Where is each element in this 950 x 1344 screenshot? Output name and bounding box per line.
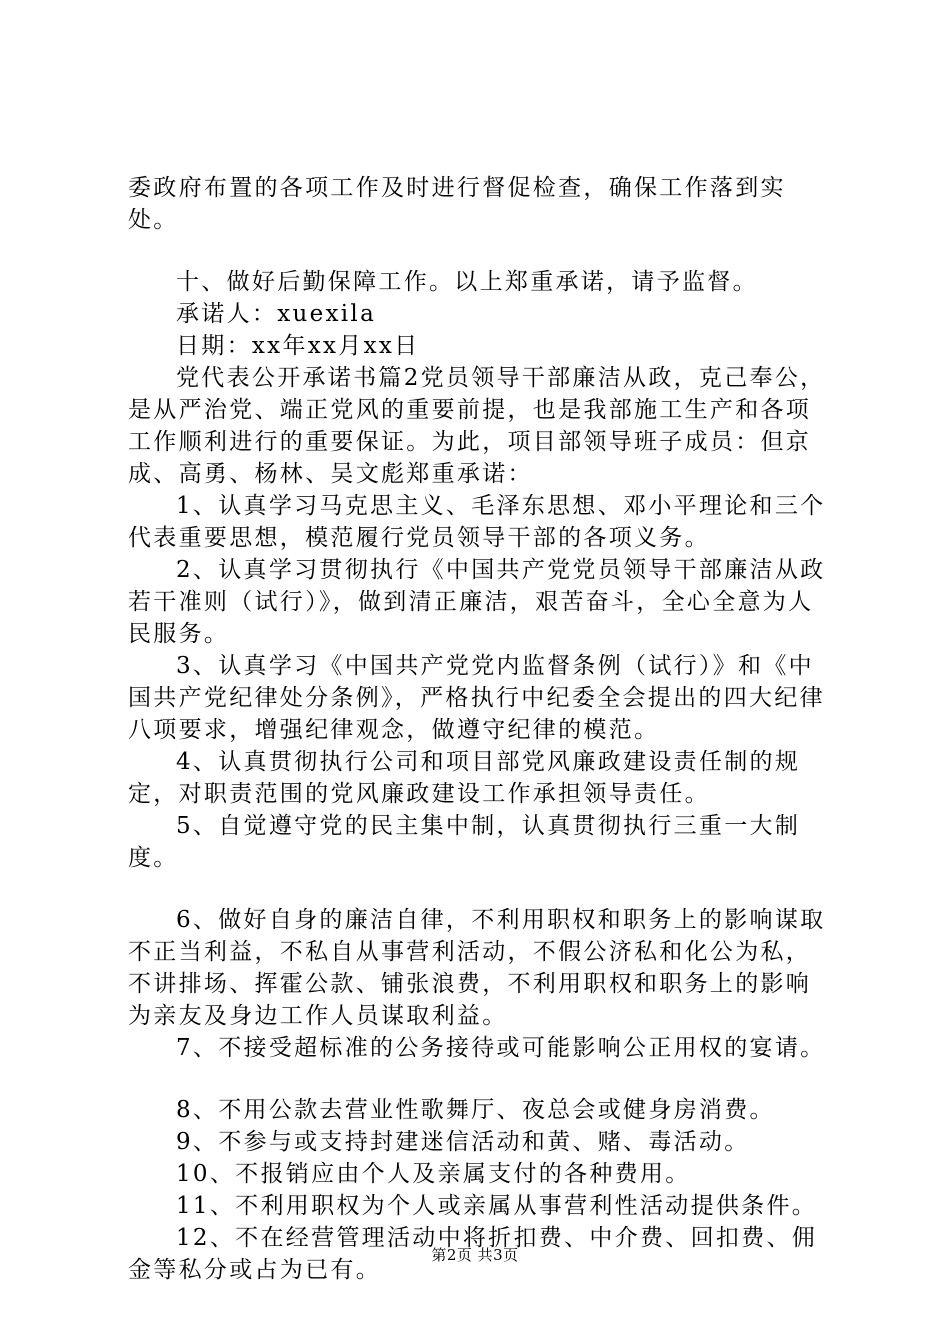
paragraph-item-6: 6、做好自身的廉洁自律，不利用职权和职务上的影响谋取不正当利益，不私自从事营利活动，不假公济私和化公为私，不讲排场、挥霍公款、铺张浪费，不利用职权和职务上的影响为亲友及身边工作人员谋取利益。 (128, 907, 826, 1029)
paragraph-gap (128, 1064, 834, 1094)
paragraph-item-10b: 10、不报销应由个人及亲属支付的各种费用。 (176, 1161, 691, 1187)
paragraph-item-4: 4、认真贯彻执行公司和项目部党风廉政建设责任制的规定，对职责范围的党风廉政建设工作承担领导责任。 (128, 749, 801, 807)
paragraph-item-11: 11、不利用职权为个人或亲属从事营利性活动提供条件。 (176, 1193, 818, 1219)
paragraph-item-1: 1、认真学习马克思主义、毛泽东思想、邓小平理论和三个代表重要思想，模范履行党员领导干部的各项义务。 (128, 493, 826, 551)
paragraph-gap (128, 236, 834, 266)
document-body (128, 172, 834, 1286)
paragraph-continuation: 委政府布置的各项工作及时进行督促检查，确保工作落到实处。 (128, 175, 786, 233)
paragraph-item-9: 9、不参与或支持封建迷信活动和黄、赌、毒活动。 (176, 1129, 750, 1155)
paragraph-gap (128, 874, 834, 904)
paragraph-item-7: 7、不接受超标准的公务接待或可能影响公正用权的宴请。 (176, 1035, 826, 1061)
paragraph-item-10: 十、做好后勤保障工作。以上郑重承诺，请予监督。 (176, 269, 758, 295)
paragraph-item-8: 8、不用公款去营业性歌舞厅、夜总会或健身房消费。 (176, 1097, 775, 1123)
paragraph-item-12: 12、不在经营管理活动中将折扣费、中介费、回扣费、佣金等私分或占为已有。 (128, 1225, 818, 1283)
paragraph-item-2: 2、认真学习贯彻执行《中国共产党党员领导干部廉洁从政若干准则（试行）》，做到清正廉洁，艰苦奋斗，全心全意为人民服务。 (128, 557, 826, 647)
paragraph-item-3: 3、认真学习《中国共产党党内监督条例（试行）》和《中国共产党纪律处分条例》，严格执行中纪委全会提出的四大纪律八项要求，增强纪律观念，做遵守纪律的模范。 (128, 653, 825, 743)
date-line: 日期：xx年xx月xx日 (176, 333, 420, 359)
page-footer: 第2页 共3页 (431, 1246, 519, 1264)
paragraph-intro: 党代表公开承诺书篇2党员领导干部廉洁从政，克己奉公，是从严治党、端正党风的重要前提，也是我部施工生产和各项工作顺利进行的重要保证。为此，项目部领导班子成员：但京成、高勇、杨林、吴文彪郑重承诺： (128, 365, 826, 487)
paragraph-item-5: 5、自觉遵守党的民主集中制，认真贯彻执行三重一大制度。 (128, 813, 801, 871)
promiser-line: 承诺人：xuexila (176, 301, 377, 327)
